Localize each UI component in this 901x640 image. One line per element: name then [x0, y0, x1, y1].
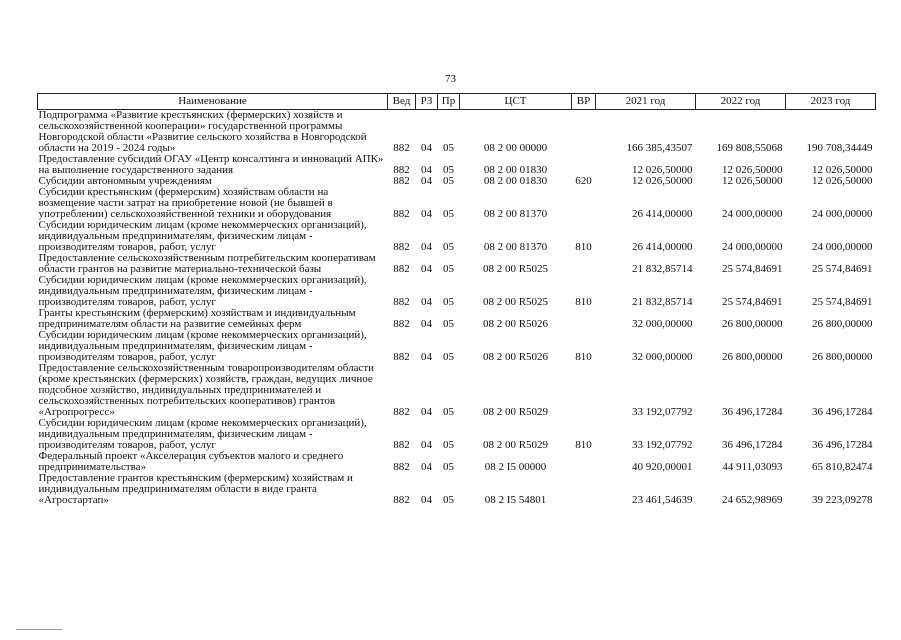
cell-pr: 05 — [443, 263, 454, 275]
cell-y2022: 44 911,03093 — [722, 461, 783, 473]
cell-cst: 08 2 00 R5029 — [482, 439, 549, 451]
table-row — [38, 363, 876, 418]
cell-y2022: 24 652,98969 — [722, 494, 783, 506]
cell-rz: 04 — [421, 263, 432, 275]
cell-vr: 620 — [575, 175, 592, 187]
table-row — [38, 110, 876, 155]
column-header-2021: 2021 год — [596, 94, 696, 110]
cell-ved: 882 — [393, 142, 410, 154]
cell-y2021: 12 026,50000 — [632, 175, 693, 187]
cell-ved: 882 — [393, 406, 410, 418]
cell-ved: 882 — [393, 241, 410, 253]
cell-pr: 05 — [443, 241, 454, 253]
cell-rz: 04 — [421, 318, 432, 330]
cell-vr: 810 — [575, 439, 592, 451]
column-header-ved: Вед — [388, 94, 416, 110]
cell-rz: 04 — [421, 296, 432, 308]
table-header-row — [38, 94, 876, 110]
cell-rz: 04 — [421, 461, 432, 473]
cell-y2022: 12 026,50000 — [722, 175, 783, 187]
cell-y2023: 65 810,82474 — [812, 461, 873, 473]
cell-rz: 04 — [421, 351, 432, 363]
cell-pr: 05 — [443, 351, 454, 363]
table-row — [38, 275, 876, 308]
cell-pr: 05 — [443, 439, 454, 451]
table-row — [38, 220, 876, 253]
cell-rz: 04 — [421, 208, 432, 220]
page-number: 73 — [445, 73, 456, 85]
cell-vr: 810 — [575, 296, 592, 308]
budget-table — [37, 93, 876, 506]
cell-cst: 08 2 00 81370 — [483, 208, 548, 220]
cell-name: Субсидии юридическим лицам (кроме некоммерческих организаций), индивидуальным предпринимателям, физическим лицам - производителям товаров, работ, услуг — [38, 219, 367, 253]
cell-y2021: 21 832,85714 — [632, 263, 693, 275]
cell-name: Гранты крестьянским (фермерским) хозяйствам и индивидуальным предпринимателям области на развитие семейных ферм — [38, 307, 356, 330]
cell-y2021: 32 000,00000 — [632, 351, 693, 363]
cell-cst: 08 2 00 R5026 — [482, 351, 549, 363]
cell-cst: 08 2 00 01830 — [483, 175, 548, 187]
column-header-pr: Пр — [438, 94, 460, 110]
cell-y2022: 25 574,84691 — [722, 263, 783, 275]
cell-ved: 882 — [393, 494, 410, 506]
footer-divider — [16, 629, 62, 630]
cell-ved: 882 — [393, 296, 410, 308]
table-row — [38, 308, 876, 330]
cell-rz: 04 — [421, 494, 432, 506]
cell-cst: 08 2 00 R5025 — [482, 296, 549, 308]
cell-vr — [572, 473, 596, 506]
cell-y2023: 190 708,34449 — [806, 142, 873, 154]
cell-name: Предоставление субсидий ОГАУ «Центр консалтинга и инноваций АПК» на выполнение государственного задания — [38, 153, 384, 176]
cell-name: Субсидии юридическим лицам (кроме некоммерческих организаций), индивидуальным предпринимателям, физическим лицам - производителям товаров, работ, услуг — [38, 417, 367, 451]
cell-cst: 08 2 00 00000 — [483, 142, 548, 154]
cell-vr — [572, 154, 596, 176]
cell-y2021: 40 920,00001 — [632, 461, 693, 473]
cell-name: Субсидии юридическим лицам (кроме некоммерческих организаций), индивидуальным предпринимателям, физическим лицам - производителям товаров, работ, услуг — [38, 274, 367, 308]
cell-y2023: 36 496,17284 — [812, 406, 873, 418]
cell-ved: 882 — [393, 351, 410, 363]
cell-ved: 882 — [393, 208, 410, 220]
cell-rz: 04 — [421, 175, 432, 187]
cell-y2022: 12 026,50000 — [722, 164, 783, 176]
table-row — [38, 154, 876, 176]
cell-y2022: 36 496,17284 — [722, 439, 783, 451]
cell-y2022: 26 800,00000 — [722, 318, 783, 330]
cell-rz: 04 — [421, 164, 432, 176]
cell-name: Предоставление сельскохозяйственным потребительским кооперативам области грантов на развитие материально-технической базы — [38, 252, 376, 275]
cell-y2021: 21 832,85714 — [632, 296, 693, 308]
cell-y2021: 26 414,00000 — [632, 208, 693, 220]
cell-y2023: 12 026,50000 — [812, 175, 873, 187]
cell-rz: 04 — [421, 439, 432, 451]
cell-cst: 08 2 I5 54801 — [484, 494, 547, 506]
cell-y2023: 24 000,00000 — [812, 241, 873, 253]
column-header-vr: ВР — [572, 94, 596, 110]
cell-pr: 05 — [443, 164, 454, 176]
cell-ved: 882 — [393, 461, 410, 473]
cell-name: Субсидии автономным учреждениям — [38, 175, 212, 187]
table-row — [38, 187, 876, 220]
cell-y2022: 25 574,84691 — [722, 296, 783, 308]
cell-y2021: 12 026,50000 — [632, 164, 693, 176]
cell-pr: 05 — [443, 318, 454, 330]
table-row — [38, 473, 876, 506]
cell-name: Субсидии крестьянским (фермерским) хозяйствам области на возмещение части затрат на приобретение новой (не бывшей в употреблении) сельскохозяйственной техники и оборудования — [38, 186, 333, 220]
cell-vr: 810 — [575, 241, 592, 253]
cell-rz: 04 — [421, 406, 432, 418]
cell-cst: 08 2 00 01830 — [483, 164, 548, 176]
cell-ved: 882 — [393, 164, 410, 176]
table-row — [38, 330, 876, 363]
cell-vr — [572, 253, 596, 275]
cell-pr: 05 — [443, 461, 454, 473]
cell-vr — [572, 363, 596, 418]
cell-y2022: 24 000,00000 — [722, 208, 783, 220]
column-header-2022: 2022 год — [696, 94, 786, 110]
cell-y2023: 26 800,00000 — [812, 351, 873, 363]
cell-y2022: 24 000,00000 — [722, 241, 783, 253]
cell-ved: 882 — [393, 318, 410, 330]
cell-name: Подпрограмма «Развитие крестьянских (фермерских) хозяйств и сельскохозяйственной кооперации» государственной программы Новгородской области «Развитие сельского хозяйства в Новгородской области на 2019 - 2024 годы» — [38, 109, 367, 154]
cell-vr — [572, 308, 596, 330]
column-header-2023: 2023 год — [786, 94, 876, 110]
cell-cst: 08 2 00 R5025 — [482, 263, 549, 275]
cell-y2021: 26 414,00000 — [632, 241, 693, 253]
cell-cst: 08 2 00 81370 — [483, 241, 548, 253]
cell-pr: 05 — [443, 142, 454, 154]
cell-y2021: 32 000,00000 — [632, 318, 693, 330]
cell-vr — [572, 451, 596, 473]
cell-cst: 08 2 00 R5029 — [482, 406, 549, 418]
cell-name: Субсидии юридическим лицам (кроме некоммерческих организаций), индивидуальным предпринимателям, физическим лицам - производителям товаров, работ, услуг — [38, 329, 367, 363]
cell-y2023: 26 800,00000 — [812, 318, 873, 330]
table-row — [38, 418, 876, 451]
cell-cst: 08 2 00 R5026 — [482, 318, 549, 330]
table-row — [38, 451, 876, 473]
column-header-rz: РЗ — [416, 94, 438, 110]
cell-pr: 05 — [443, 494, 454, 506]
cell-y2022: 26 800,00000 — [722, 351, 783, 363]
cell-ved: 882 — [393, 175, 410, 187]
cell-pr: 05 — [443, 296, 454, 308]
cell-y2022: 169 808,55068 — [716, 142, 783, 154]
cell-ved: 882 — [393, 439, 410, 451]
cell-y2022: 36 496,17284 — [722, 406, 783, 418]
cell-vr — [572, 110, 596, 155]
cell-y2021: 33 192,07792 — [632, 406, 693, 418]
cell-ved: 882 — [393, 263, 410, 275]
column-header-name: Наименование — [38, 94, 388, 110]
table-row — [38, 253, 876, 275]
cell-vr: 810 — [575, 351, 592, 363]
cell-y2023: 24 000,00000 — [812, 208, 873, 220]
cell-y2023: 39 223,09278 — [812, 494, 873, 506]
table-body — [38, 110, 876, 507]
cell-y2023: 12 026,50000 — [812, 164, 873, 176]
cell-pr: 05 — [443, 208, 454, 220]
cell-rz: 04 — [421, 142, 432, 154]
cell-y2021: 23 461,54639 — [632, 494, 693, 506]
cell-y2021: 166 385,43507 — [626, 142, 693, 154]
cell-y2023: 36 496,17284 — [812, 439, 873, 451]
cell-name: Предоставление грантов крестьянским (фермерским) хозяйствам и индивидуальным предпринимателям области в виде гранта «Агростартап» — [38, 472, 353, 506]
cell-pr: 05 — [443, 175, 454, 187]
cell-y2023: 25 574,84691 — [812, 296, 873, 308]
cell-y2023: 25 574,84691 — [812, 263, 873, 275]
cell-y2021: 33 192,07792 — [632, 439, 693, 451]
column-header-cst: ЦСТ — [460, 94, 572, 110]
cell-rz: 04 — [421, 241, 432, 253]
cell-cst: 08 2 I5 00000 — [484, 461, 547, 473]
cell-pr: 05 — [443, 406, 454, 418]
cell-name: Предоставление сельскохозяйственным товаропроизводителям области (кроме крестьянских (фермерских) хозяйств, граждан, ведущих личное подсобное хозяйство, индивидуальных предпринимателей и сельскохозяйственных потребительских кооперативов) грантов «Агропрогресс» — [38, 362, 375, 418]
cell-vr — [572, 187, 596, 220]
cell-name: Федеральный проект «Акселерация субъектов малого и среднего предпринимательства» — [38, 450, 344, 473]
